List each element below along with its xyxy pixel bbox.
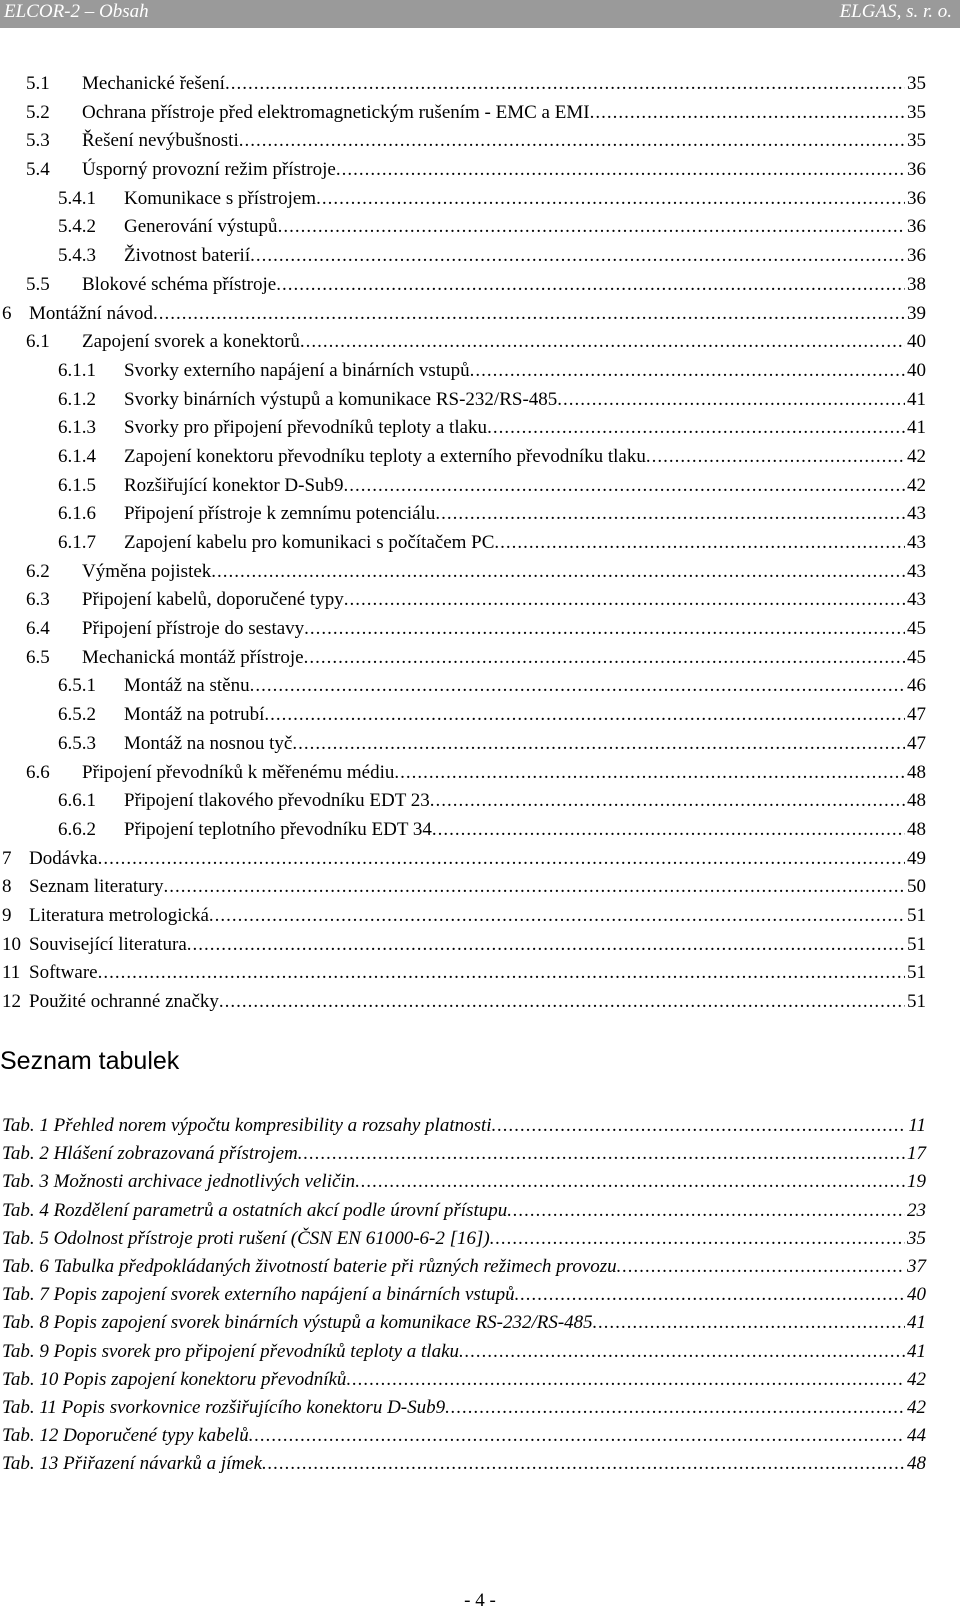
table-entry-title: Tab. 5 Odolnost přístroje proti rušení (ČSN EN 61000-6-2 [16])	[2, 1227, 490, 1249]
toc-entry-number: 6.1.6	[58, 503, 96, 525]
toc-entry-title: Zapojení kabelu pro komunikaci s počítačem PC	[124, 532, 495, 553]
toc-entry-page: 50	[907, 876, 926, 898]
dot-leader	[153, 300, 905, 329]
toc-entry[interactable]	[0, 816, 960, 845]
table-entry-title: Tab. 13 Přiřazení návarků a jímek	[2, 1453, 263, 1475]
dot-leader	[515, 1281, 905, 1309]
toc-entry[interactable]	[0, 730, 960, 759]
table-entry-page: 44	[907, 1425, 926, 1447]
toc-entry[interactable]	[0, 156, 960, 185]
toc-entry-page: 45	[907, 646, 926, 668]
toc-entry[interactable]	[0, 414, 960, 443]
toc-entry-title: Montáž na nosnou tyč	[124, 732, 293, 754]
toc-entry-page: 48	[907, 761, 926, 783]
toc-entry-title: Software	[29, 962, 98, 984]
toc-entry-number: 5.4.3	[58, 245, 96, 267]
toc-entry-page: 41	[907, 417, 926, 439]
table-entry-page: 48	[907, 1453, 926, 1475]
table-list-entry[interactable]	[0, 1168, 960, 1196]
toc-entry-page: 36	[907, 187, 926, 209]
toc-entry-number: 6	[2, 302, 12, 324]
dot-leader	[445, 1394, 905, 1422]
toc-entry-number: 6.6.2	[58, 818, 96, 840]
toc-entry[interactable]	[0, 615, 960, 644]
table-entry-page: 41	[907, 1340, 926, 1362]
table-entry-title: Tab. 9 Popis svorek pro připojení převodníků teploty a tlaku	[2, 1340, 460, 1362]
table-list-entry[interactable]	[0, 1140, 960, 1168]
toc-entry[interactable]	[0, 99, 960, 128]
toc-entry[interactable]	[0, 472, 960, 501]
tables-list	[0, 1112, 960, 1478]
dot-leader	[262, 1450, 905, 1478]
toc-entry-title: Připojení převodníků k měřenému médiu	[82, 761, 395, 783]
dot-leader	[300, 328, 905, 357]
dot-leader	[278, 213, 905, 242]
dot-leader	[617, 1253, 905, 1281]
toc-entry-title: Generování výstupů	[124, 216, 278, 238]
toc-entry[interactable]	[0, 185, 960, 214]
toc-entry-title: Svorky binárních výstupů a komunikace RS-232/RS-485	[124, 388, 558, 410]
toc-entry[interactable]	[0, 443, 960, 472]
table-entry-title: Tab. 12 Doporučené typy kabelů	[2, 1425, 249, 1447]
table-entry-page: 40	[907, 1284, 926, 1306]
toc-entry-page: 39	[907, 302, 926, 324]
table-list-entry[interactable]	[0, 1450, 960, 1478]
toc-entry-page: 46	[907, 675, 926, 697]
table-entry-page: 35	[907, 1227, 926, 1249]
toc-entry-number: 6.1.3	[58, 417, 96, 439]
toc-entry-number: 6.1.5	[58, 474, 96, 496]
toc-entry-page: 47	[907, 732, 926, 754]
dot-leader	[344, 472, 905, 501]
toc-entry-title: Připojení tlakového převodníku EDT 23	[124, 790, 430, 812]
table-entry-title: Tab. 10 Popis zapojení konektoru převodníků	[2, 1368, 347, 1390]
table-of-contents	[0, 70, 960, 1017]
dot-leader	[249, 1422, 905, 1450]
toc-entry[interactable]	[0, 701, 960, 730]
toc-entry-page: 49	[907, 847, 926, 869]
toc-entry-title: Výměna pojistek	[82, 560, 212, 582]
toc-entry-number: 6.6.1	[58, 790, 96, 812]
dot-leader	[98, 845, 905, 874]
toc-entry-title: Připojení teplotního převodníku EDT 34	[124, 818, 432, 840]
table-list-entry[interactable]	[0, 1225, 960, 1253]
toc-entry[interactable]	[0, 787, 960, 816]
toc-entry-number: 7	[2, 847, 12, 869]
toc-entry-title: Rozšiřující konektor D-Sub9	[124, 474, 344, 496]
dot-leader	[239, 127, 905, 156]
dot-leader	[187, 931, 905, 960]
dot-leader	[490, 1225, 905, 1253]
tables-list-heading: Seznam tabulek	[0, 1047, 180, 1075]
toc-entry[interactable]	[0, 242, 960, 271]
toc-entry-page: 43	[907, 503, 926, 525]
toc-entry-title: Připojení přístroje k zemnímu potenciálu	[124, 503, 436, 525]
toc-entry[interactable]	[0, 386, 960, 415]
toc-entry-number: 5.4.2	[58, 216, 96, 238]
toc-entry-number: 6.5.2	[58, 704, 96, 726]
toc-entry-number: 9	[2, 904, 12, 926]
table-list-entry[interactable]	[0, 1197, 960, 1225]
dot-leader	[487, 414, 905, 443]
table-list-entry[interactable]	[0, 1422, 960, 1450]
table-entry-page: 19	[907, 1171, 926, 1193]
toc-entry[interactable]	[0, 328, 960, 357]
toc-entry-page: 43	[907, 589, 926, 611]
toc-entry-page: 42	[907, 474, 926, 496]
dot-leader	[164, 873, 905, 902]
table-entry-page: 42	[907, 1396, 926, 1418]
toc-entry-title: Blokové schéma přístroje	[82, 273, 277, 295]
table-entry-title: Tab. 8 Popis zapojení svorek binárních výstupů a komunikace RS-232/RS-485	[2, 1312, 593, 1334]
toc-entry-number: 6.3	[26, 589, 50, 611]
dot-leader	[494, 529, 905, 558]
table-list-entry[interactable]	[0, 1253, 960, 1281]
toc-entry-page: 45	[907, 618, 926, 640]
toc-entry-number: 6.6	[26, 761, 50, 783]
table-list-entry[interactable]	[0, 1366, 960, 1394]
toc-entry-page: 51	[907, 962, 926, 984]
dot-leader	[298, 1140, 905, 1168]
dot-leader	[394, 759, 905, 788]
toc-entry-title: Řešení nevýbušnosti	[82, 130, 239, 152]
toc-entry-title: Zapojení svorek a konektorů	[82, 331, 300, 353]
toc-entry-page: 40	[907, 359, 926, 381]
toc-entry-number: 5.4.1	[58, 187, 96, 209]
toc-entry-number: 6.2	[26, 560, 50, 582]
dot-leader	[430, 787, 905, 816]
table-entry-title: Tab. 4 Rozdělení parametrů a ostatních akcí podle úrovní přístupu	[2, 1199, 508, 1221]
toc-entry-page: 51	[907, 933, 926, 955]
dot-leader	[344, 586, 905, 615]
table-entry-title: Tab. 6 Tabulka předpokládaných životností baterie při různých režimech provozu	[2, 1255, 617, 1277]
toc-entry-page: 40	[907, 331, 926, 353]
toc-entry-title: Literatura metrologická	[29, 904, 209, 926]
toc-entry-page: 35	[907, 130, 926, 152]
toc-entry-number: 8	[2, 876, 12, 898]
toc-entry-title: Seznam literatury	[29, 876, 164, 898]
dot-leader	[219, 988, 905, 1017]
table-entry-title: Tab. 3 Možnosti archivace jednotlivých veličin	[2, 1171, 356, 1193]
toc-entry-number: 10	[2, 933, 21, 955]
dot-leader	[355, 1168, 905, 1196]
toc-entry-title: Použité ochranné značky	[29, 991, 219, 1012]
dot-leader	[304, 615, 905, 644]
toc-entry-number: 6.5.1	[58, 675, 96, 697]
toc-entry-page: 41	[907, 388, 926, 410]
toc-entry-number: 6.1.7	[58, 532, 96, 553]
toc-entry-number: 6.1.2	[58, 388, 96, 410]
table-entry-page: 37	[907, 1255, 926, 1277]
toc-entry[interactable]	[0, 271, 960, 300]
toc-entry[interactable]	[0, 127, 960, 156]
table-entry-page: 17	[907, 1143, 926, 1165]
toc-entry-number: 6.5	[26, 646, 50, 668]
table-list-entry[interactable]	[0, 1394, 960, 1422]
toc-entry-number: 5.1	[26, 73, 50, 94]
table-entry-title: Tab. 7 Popis zapojení svorek externího napájení a binárních vstupů	[2, 1284, 515, 1306]
toc-entry-number: 6.4	[26, 618, 50, 640]
table-entry-page: 42	[907, 1368, 926, 1390]
toc-entry-title: Připojení kabelů, doporučené typy	[82, 589, 344, 611]
toc-entry-page: 43	[907, 560, 926, 582]
table-list-entry[interactable]	[0, 1338, 960, 1366]
toc-entry-number: 6.5.3	[58, 732, 96, 754]
dot-leader	[590, 99, 905, 128]
toc-entry-title: Dodávka	[29, 847, 98, 869]
dot-leader	[292, 730, 905, 759]
toc-entry-page: 36	[907, 159, 926, 181]
toc-entry[interactable]	[0, 672, 960, 701]
dot-leader	[507, 1197, 905, 1225]
toc-entry-page: 47	[907, 704, 926, 726]
toc-entry-page: 51	[907, 991, 926, 1012]
dot-leader	[470, 357, 905, 386]
toc-entry-number: 5.5	[26, 273, 50, 295]
toc-entry[interactable]	[0, 586, 960, 615]
toc-entry[interactable]	[0, 759, 960, 788]
header-document-title: ELCOR-2 – Obsah	[4, 1, 149, 22]
toc-entry-number: 5.4	[26, 159, 50, 181]
toc-entry-number: 12	[2, 991, 21, 1012]
toc-entry-title: Ochrana přístroje před elektromagnetickým rušením - EMC a EMI	[82, 101, 590, 123]
toc-entry-title: Svorky externího napájení a binárních vstupů	[124, 359, 470, 381]
table-entry-title: Tab. 2 Hlášení zobrazovaná přístrojem	[2, 1143, 298, 1165]
toc-entry-number: 6.1	[26, 331, 50, 353]
header-company-name: ELGAS, s. r. o.	[839, 1, 952, 22]
toc-entry[interactable]	[0, 988, 960, 1017]
toc-entry-page: 36	[907, 245, 926, 267]
toc-entry[interactable]	[0, 357, 960, 386]
toc-entry-page: 38	[907, 273, 926, 295]
dot-leader	[276, 271, 905, 300]
toc-entry-page: 43	[907, 532, 926, 553]
toc-entry-title: Životnost baterií	[124, 245, 251, 267]
toc-entry-page: 36	[907, 216, 926, 238]
dot-leader	[557, 386, 905, 415]
dot-leader	[211, 558, 905, 587]
table-list-entry[interactable]	[0, 1112, 960, 1140]
toc-entry-page: 42	[907, 445, 926, 467]
dot-leader	[98, 959, 905, 988]
toc-entry-title: Montáž na stěnu	[124, 675, 250, 697]
toc-entry[interactable]	[0, 902, 960, 931]
toc-entry[interactable]	[0, 644, 960, 673]
dot-leader	[593, 1309, 905, 1337]
toc-entry-title: Svorky pro připojení převodníků teploty a tlaku	[124, 417, 488, 439]
toc-entry[interactable]	[0, 845, 960, 874]
toc-entry-number: 5.2	[26, 101, 50, 123]
dot-leader	[250, 672, 905, 701]
dot-leader	[435, 500, 905, 529]
toc-entry[interactable]	[0, 931, 960, 960]
toc-entry-title: Montáž na potrubí	[124, 704, 265, 726]
dot-leader	[432, 816, 905, 845]
toc-entry-title: Související literatura	[29, 933, 187, 955]
page-header	[0, 0, 960, 28]
dot-leader	[225, 70, 905, 99]
dot-leader	[459, 1338, 905, 1366]
toc-entry-title: Připojení přístroje do sestavy	[82, 618, 305, 640]
toc-entry-number: 6.1.4	[58, 445, 96, 467]
toc-entry-page: 48	[907, 818, 926, 840]
table-list-entry[interactable]	[0, 1281, 960, 1309]
toc-entry-page: 35	[907, 101, 926, 123]
toc-entry-page: 48	[907, 790, 926, 812]
table-entry-page: 41	[907, 1312, 926, 1334]
dot-leader	[492, 1112, 907, 1140]
toc-entry-title: Úsporný provozní režim přístroje	[82, 159, 336, 181]
table-entry-page: 11	[908, 1115, 926, 1136]
toc-entry[interactable]	[0, 300, 960, 329]
toc-entry-title: Komunikace s přístrojem	[124, 187, 317, 209]
toc-entry-page: 35	[907, 73, 926, 94]
toc-entry-number: 11	[2, 962, 21, 984]
table-entry-title: Tab. 1 Přehled norem výpočtu kompresibility a rozsahy platnosti	[2, 1115, 492, 1136]
dot-leader	[264, 701, 905, 730]
table-list-entry[interactable]	[0, 1309, 960, 1337]
toc-entry-title: Zapojení konektoru převodníku teploty a externího převodníku tlaku	[124, 445, 646, 467]
table-entry-title: Tab. 11 Popis svorkovnice rozšiřujícího konektoru D-Sub9	[2, 1396, 446, 1418]
toc-entry-title: Mechanické řešení	[82, 73, 225, 94]
toc-entry-number: 5.3	[26, 130, 50, 152]
dot-leader	[316, 185, 905, 214]
toc-entry-title: Mechanická montáž přístroje	[82, 646, 304, 668]
page-number: - 4 -	[464, 1590, 496, 1611]
toc-entry[interactable]	[0, 70, 960, 99]
dot-leader	[209, 902, 905, 931]
dot-leader	[336, 156, 905, 185]
dot-leader	[346, 1366, 905, 1394]
toc-entry[interactable]	[0, 959, 960, 988]
dot-leader	[646, 443, 905, 472]
toc-entry[interactable]	[0, 529, 960, 558]
toc-entry[interactable]	[0, 500, 960, 529]
toc-entry-page: 51	[907, 904, 926, 926]
dot-leader	[304, 644, 905, 673]
toc-entry-number: 6.1.1	[58, 359, 96, 381]
toc-entry[interactable]	[0, 558, 960, 587]
dot-leader	[250, 242, 905, 271]
toc-entry-title: Montážní návod	[29, 302, 154, 324]
toc-entry[interactable]	[0, 873, 960, 902]
toc-entry[interactable]	[0, 213, 960, 242]
table-entry-page: 23	[907, 1199, 926, 1221]
